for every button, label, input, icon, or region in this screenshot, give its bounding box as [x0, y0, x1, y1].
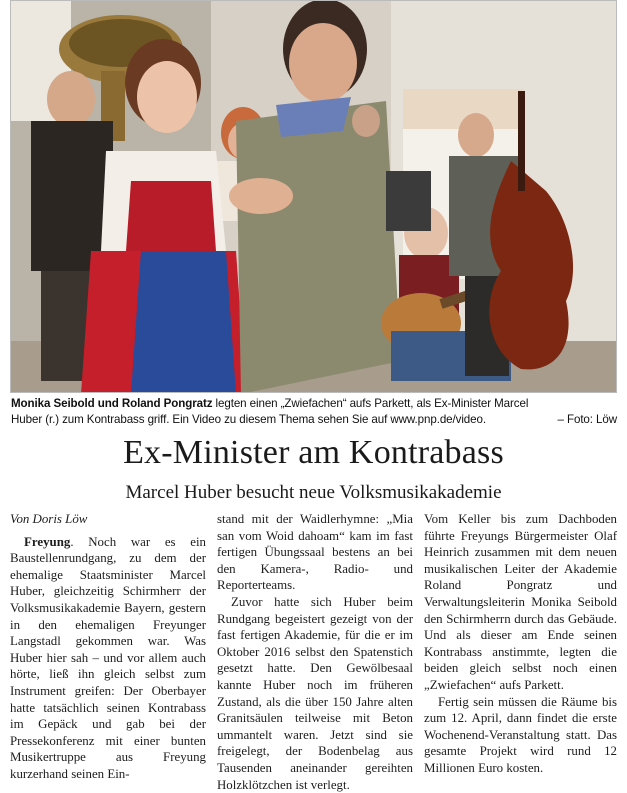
article-photo: [10, 0, 617, 393]
article-paragraph: Zuvor hatte sich Huber beim Rundgang begeistert gezeigt von der fast fertigen Akademie, für die er im Oktober 2016 selbst den Spatenstich gesetzt hatte. Den Gewölbesaal kannte Huber noch im früheren Zustand, als die über 150 Jahre alten Granitsäulen teilweise mit Beton ummantelt waren. Jetzt sind sie freigelegt, der Bodenbelag aus Tausenden aneinander gereihten Holzklötzchen ist verlegt.: [217, 594, 413, 792]
caption-text: legten einen „Zwiefachen“ aufs Parkett, als Ex-Minister Marcel Huber (r.) zum Kontrabass griff. Ein Video zu diesem Thema sehen Sie auf www.pnp.de/video.: [11, 397, 529, 426]
article-column-3: [424, 511, 617, 777]
subheadline: Marcel Huber besucht neue Volksmusikakademie: [125, 482, 502, 503]
column-1-text: . Noch war es ein Baustellenrundgang, zu dem der ehemalige Staatsminister Marcel Huber, gleichzeitig Schirmherr der Volksmusikakademie Bayern, gestern in den ehemaligen Freyunger Langstadl gekommen war. Was Huber hier sah – und vor allem auch hörte, ließ ihn gleich selbst zum Instrument greifen: Der Oberbayer hatte tatsächlich seinen Kontrabass im Gepäck und gab bei der Pressekonferenz mit einer bunten Musikertruppe aus Freyung kurzerhand seinen Ein-: [10, 534, 206, 781]
photo-credit: – Foto: Löw: [554, 412, 617, 428]
article-paragraph: Vom Keller bis zum Dachboden führte Freyungs Bürgermeister Olaf Heinrich zusammen mit dem neuen musikalischen Leiter der Akademie Roland Pongratz und Verwaltungsleiterin Monika Seibold den Schirmherrn durch das Gebäude. Und als dieser am Ende seinen Kontrabass anstimmte, legten die beiden gleich selbst noch einen „Zwiefachen“ aufs Parkett.: [424, 512, 617, 692]
article-paragraph: Fertig sein müssen die Räume bis zum 12. April, dann findet die erste Wochenend-Veranstaltung statt. Das gesamte Projekt wird rund 12 Millionen Euro kosten.: [424, 694, 617, 775]
dateline: Freyung: [24, 534, 71, 549]
photo-caption: [11, 396, 617, 428]
caption-names: Monika Seibold und Roland Pongratz: [11, 397, 213, 410]
article-paragraph: [10, 534, 206, 783]
author-byline: Von Doris Löw: [10, 512, 88, 526]
article-paragraph: stand mit der Waidlerhymne: „Mia san vom Woid dahoam“ kam im fast fertigen Übungssaal bestens an bei den Kamera-, Radio- und Reporterteams.: [217, 512, 413, 593]
headline: Ex-Minister am Kontrabass: [123, 434, 504, 471]
article-column-2: [217, 511, 413, 793]
article-column-1: [10, 511, 206, 783]
